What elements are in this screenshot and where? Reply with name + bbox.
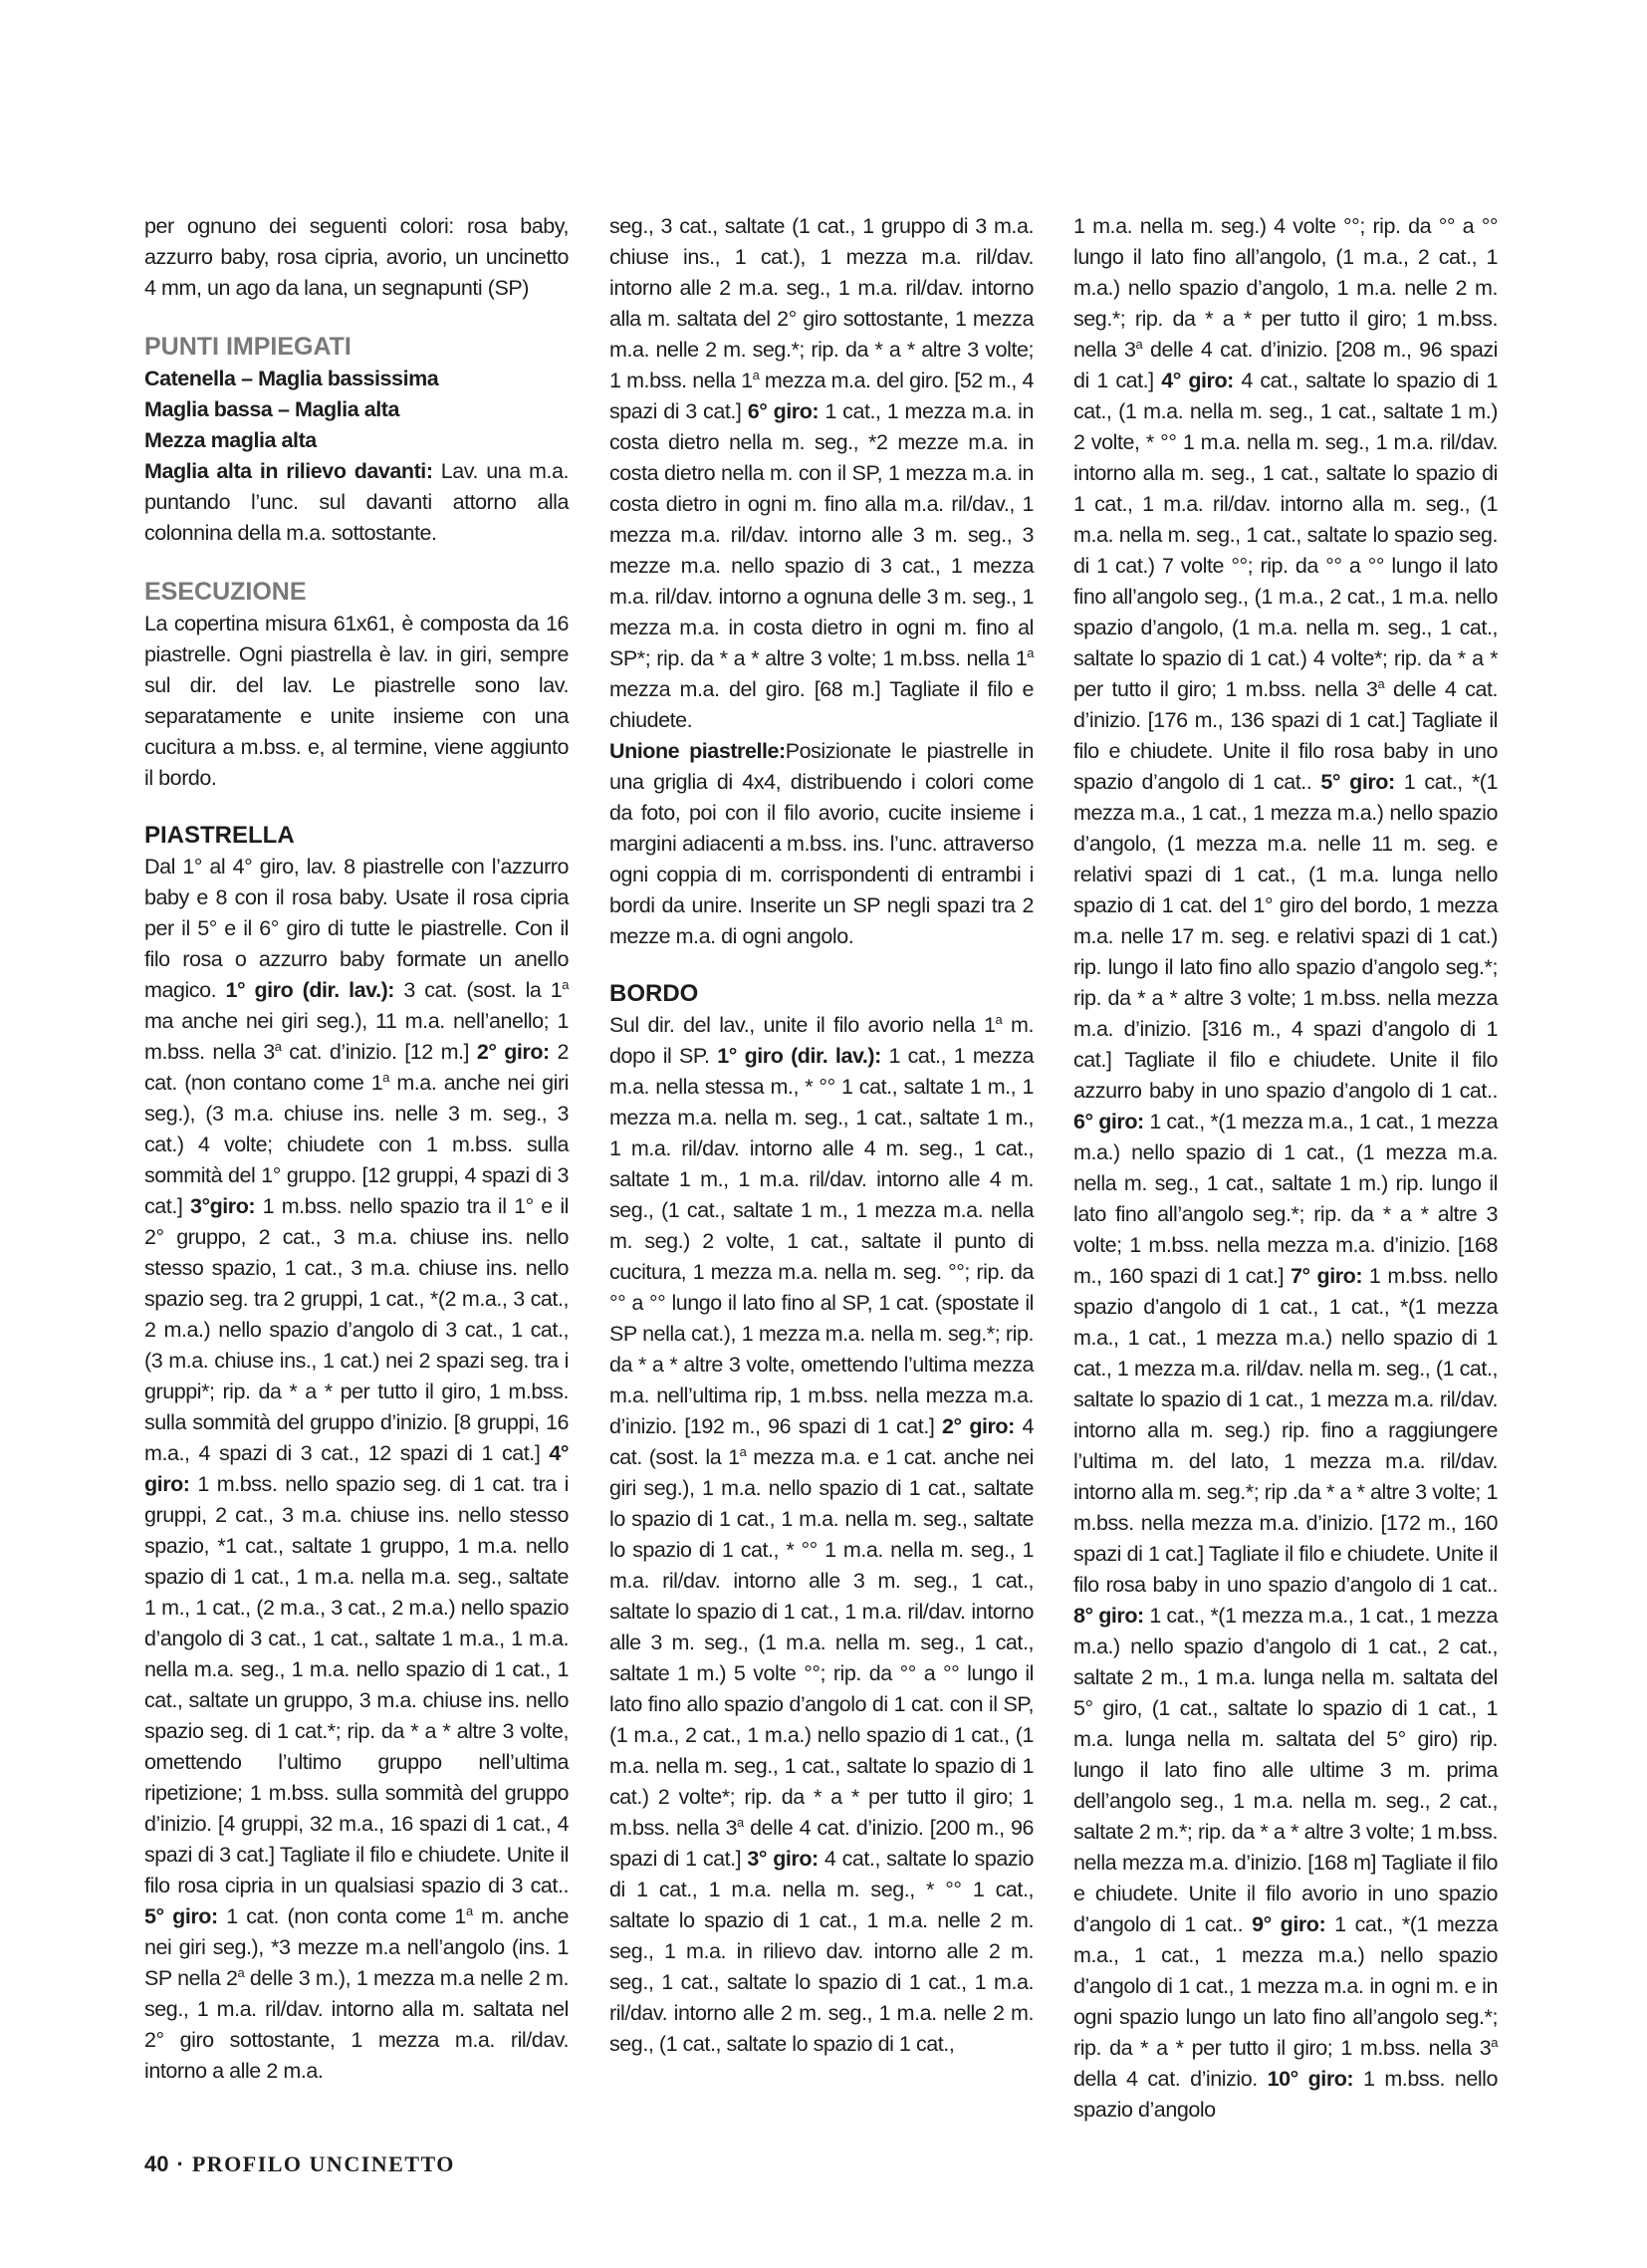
round-label: 3°giro: bbox=[189, 1194, 256, 1218]
round-label: 5° giro: bbox=[144, 1904, 218, 1928]
round-label: 4° giro: bbox=[1161, 369, 1234, 392]
magazine-title: PROFILO UNCINETTO bbox=[191, 2151, 455, 2176]
page-number: 40 bbox=[144, 2151, 169, 2176]
section-heading-punti: PUNTI IMPIEGATI bbox=[144, 333, 352, 361]
text-column-2 bbox=[609, 211, 1034, 2060]
section-heading-piastrella: PIASTRELLA bbox=[144, 822, 295, 849]
stitch-name: Maglia alta in rilievo davanti: bbox=[144, 459, 433, 483]
round-label: 7° giro: bbox=[1290, 1264, 1363, 1288]
footer-separator: · bbox=[176, 2151, 184, 2176]
round-label: 10° giro: bbox=[1267, 2067, 1354, 2091]
stitch-name: Catenella – Maglia bassissima bbox=[144, 367, 439, 390]
round-label: 2° giro: bbox=[942, 1414, 1015, 1438]
round-label: 1° giro (dir. lav.): bbox=[225, 978, 395, 1002]
materials-text: per ognuno dei seguenti colori: rosa baby, azzurro baby, rosa cipria, avorio, un uncinetto 4 mm, un ago da lana, un segnapunti (SP) bbox=[144, 214, 569, 300]
round-label: 2° giro: bbox=[476, 1040, 550, 1064]
text-column-3 bbox=[1073, 211, 1498, 2126]
round-label: 6° giro: bbox=[747, 399, 820, 423]
unione-text: Unione piastrelle:Posizionate le piastrelle in una griglia di 4x4, distribuendo i colori come da foto, poi con il filo avorio, cucite insieme i margini adiacenti a m.bss. ins. l’unc. attraverso ogni coppia di m. corrispondenti di entrambi i bordi da unire. Inserite un SP negli spazi tra 2 mezze m.a. di ogni angolo. bbox=[609, 739, 1034, 948]
esecuzione-text: La copertina misura 61x61, è composta da 16 piastrelle. Ogni piastrella è lav. in giri, sempre sul dir. del lav. Le piastrelle sono lav. separatamente e unite insieme con una cucitura a m.bss. e, al termine, viene aggiunto il bordo. bbox=[144, 612, 569, 790]
round-label: 5° giro: bbox=[1320, 770, 1395, 794]
bordo-instructions-cont: 1 m.a. nella m. seg.) 4 volte °°; rip. da °° a °° lungo il lato fino all’angolo, (1 m.a., 2 cat., 1 m.a.) nello spazio d’angolo, 1 m.a. nelle 2 m. seg.*; rip. da * a * per tutto il giro; 1 m.bss. nella 3$^a$ delle 4 cat. d’inizio. [208 m., 96 spazi di 1 cat.] 4° giro: 4 cat., saltate lo spazio di 1 cat., (1 m.a. nella m. seg., 1 cat., saltate 1 m.) 2 volte, * °° 1 m.a. nella m. seg., 1 m.a. ril/dav. intorno alla m. seg., 1 cat., saltate lo spazio di 1 cat., 1 m.a. ril/dav. intorno alla m. seg., (1 m.a. nella m. seg., 1 cat., saltate lo spazio seg. di 1 cat.) 7 volte °°; rip. da °° a °° lungo il lato fino all’angolo seg., (1 m.a., 2 cat., 1 m.a. nello spazio d’angolo, (1 m.a. nella m. seg., 1 cat., saltate lo spazio di 1 cat.) 4 volte*; rip. da * a * per tutto il giro; 1 m.bss. nella 3$^a$ delle 4 cat. d’inizio. [176 m., 136 spazi di 1 cat.] Tagliate il filo e chiudete. Unite il filo rosa baby in uno spazio d’angolo di 1 cat.. 5° giro: 1 cat., *(1 mezza m.a., 1 cat., 1 mezza m.a.) nello spazio d’angolo, (1 mezza m.a. nelle 11 m. seg. e relativi spazi di 1 cat., (1 m.a. lunga nello spazio di 1 cat. del 1° giro del bordo, 1 mezza m.a. nelle 17 m. seg. e relativi spazi di 1 cat.) rip. lungo il lato fino allo spazio d’angolo seg.*; rip. da * a * altre 3 volte; 1 m.bss. nella mezza m.a. d’inizio. [316 m., 4 spazi d’angolo di 1 cat.] Tagliate il filo e chiudete. Unite il filo azzurro baby in uno spazio d’angolo di 1 cat.. 6° giro: 1 cat., *(1 mezza m.a., 1 cat., 1 mezza m.a.) nello spazio di 1 cat., (1 mezza m.a. nella m. seg., 1 cat., saltate 1 m.) rip. lungo il lato fino all’angolo seg.*; rip. da * a * altre 3 volte; 1 m.bss. nella mezza m.a. d’inizio. [168 m., 160 spazi di 1 cat.] 7° giro: 1 m.bss. nello spazio d’angolo di 1 cat., 1 cat., *(1 mezza m.a., 1 cat., 1 mezza m.a.) nello spazio di 1 cat., 1 mezza m.a. ril/dav. nella m. seg., (1 cat., saltate lo spazio di 1 cat., 1 mezza m.a. ril/dav. intorno alla m. seg.) rip. fino a raggiungere l’ultima m. del lato, 1 mezza m.a. ril/dav. intorno alla m. seg.*; rip .da * a * altre 3 volte; 1 m.bss. nella mezza m.a. d’inizio. [172 m., 160 spazi di 1 cat.] Tagliate il filo e chiudete. Unite il filo rosa baby in uno spazio d’angolo di 1 cat.. 8° giro: 1 cat., *(1 mezza m.a., 1 cat., 1 mezza m.a.) nello spazio d’angolo di 1 cat., 2 cat., saltate 2 m., 1 m.a. lunga nella m. saltata del 5° giro, (1 cat., saltate lo spazio di 1 cat., 1 m.a. lunga nella m. saltata del 5° giro) rip. lungo il lato fino alle ultime 3 m. prima dell’angolo seg., 1 m.a. nella m. seg., 2 cat., saltate 2 m.*; rip. da * a * altre 3 volte; 1 m.bss. nella mezza m.a. d’inizio. [168 m] Tagliate il filo e chiudete. Unite il filo avorio in uno spazio d’angolo di 1 cat.. 9° giro: 1 cat., *(1 mezza m.a., 1 cat., 1 mezza m.a.) nello spazio d’angolo di 1 cat., 1 mezza m.a. in ogni m. e in ogni spazio lungo un lato fino all’angolo seg.*; rip. da * a * per tutto il giro; 1 m.bss. nella 3$^a$ della 4 cat. d’inizio. 10° giro: 1 m.bss. nello spazio d’angolo bbox=[1073, 214, 1499, 2122]
round-label: 8° giro: bbox=[1073, 1604, 1144, 1628]
text-column-1 bbox=[144, 211, 569, 2087]
bordo-instructions: Sul dir. del lav., unite il filo avorio nella 1$^a$ m. dopo il SP. 1° giro (dir. lav.): 1 cat., 1 mezza m.a. nella stessa m., * °° 1 cat., saltate 1 m., 1 mezza m.a. nella m. seg., 1 cat., saltate 1 m., 1 m.a. ril/dav. intorno alle 4 m. seg., 1 cat., saltate 1 m., 1 m.a. ril/dav. intorno alle 4 m. seg., (1 cat., saltate 1 m., 1 mezza m.a. nella m. seg.) 2 volte, 1 cat., saltate il punto di cucitura, 1 mezza m.a. nella m. seg. °°; rip. da °° a °° lungo il lato fino al SP, 1 cat. (spostate il SP nella cat.), 1 mezza m.a. nella m. seg.*; rip. da * a * altre 3 volte, omettendo l’ultima mezza m.a. nell’ultima rip, 1 m.bss. nella mezza m.a. d’inizio. [192 m., 96 spazi di 1 cat.] 2° giro: 4 cat. (sost. la 1$^a$ mezza m.a. e 1 cat. anche nei giri seg.), 1 m.a. nello spazio di 1 cat., saltate lo spazio di 1 cat., 1 m.a. nella m. seg., saltate lo spazio di 1 cat., * °° 1 m.a. nella m. seg., 1 m.a. ril/dav. intorno alle 3 m. seg., 1 cat., saltate lo spazio di 1 cat., 1 m.a. ril/dav. intorno alle 3 m. seg., (1 m.a. nella m. seg., 1 cat., saltate 1 m.) 5 volte °°; rip. da °° a °° lungo il lato fino allo spazio d’angolo di 1 cat. con il SP, (1 m.a., 2 cat., 1 m.a.) nello spazio di 1 cat., (1 m.a. nella m. seg., 1 cat., saltate lo spazio di 1 cat.) 2 volte*; rip. da * a * per tutto il giro; 1 m.bss. nella 3$^a$ delle 4 cat. d’inizio. [200 m., 96 spazi di 1 cat.] 3° giro: 4 cat., saltate lo spazio di 1 cat., 1 m.a. nella m. seg., * °° 1 cat., saltate lo spazio di 1 cat., 1 m.a. nelle 2 m. seg., 1 m.a. in rilievo dav. intorno alle 2 m. seg., 1 cat., saltate lo spazio di 1 cat., 1 m.a. ril/dav. intorno alle 2 m. seg., 1 m.a. nelle 2 m. seg., (1 cat., saltate lo spazio di 1 cat., bbox=[609, 1011, 1035, 2056]
piastrella-instructions: Dal 1° al 4° giro, lav. 8 piastrelle con l’azzurro baby e 8 con il rosa baby. Usate il rosa cipria per il 5° e il 6° giro di tutte le piastrelle. Con il filo rosa o azzurro baby formate un anello magico. 1° giro (dir. lav.): 3 cat. (sost. la 1$^a$ ma anche nei giri seg.), 11 m.a. nell’anello; 1 m.bss. nella 3$^a$ cat. d’inizio. [12 m.] 2° giro: 2 cat. (non contano come 1$^a$ m.a. anche nei giri seg.), (3 m.a. chiuse ins. nelle 3 m. seg., 3 cat.) 4 volte; chiudete con 1 m.bss. sulla sommità del 1° gruppo. [12 gruppi, 4 spazi di 3 cat.] 3°giro: 1 m.bss. nello spazio tra il 1° e il 2° gruppo, 2 cat., 3 m.a. chiuse ins. nello stesso spazio, 1 cat., 3 m.a. chiuse ins. nello spazio seg. tra 2 gruppi, 1 cat., *(2 m.a., 3 cat., 2 m.a.) nello spazio d’angolo di 3 cat., 1 cat., (3 m.a. chiuse ins., 1 cat.) nei 2 spazi seg. tra i gruppi*; rip. da * a * per tutto il giro, 1 m.bss. sulla sommità del gruppo d’inizio. [8 gruppi, 16 m.a., 4 spazi di 3 cat., 12 spazi di 1 cat.] 4° giro: 1 m.bss. nello spazio seg. di 1 cat. tra i gruppi, 2 cat., 3 m.a. chiuse ins. nello stesso spazio, *1 cat., saltate 1 gruppo, 1 m.a. nello spazio di 1 cat., 1 m.a. nella m.a. seg., saltate 1 m., 1 cat., (2 m.a., 3 cat., 2 m.a.) nello spazio d’angolo di 3 cat., 1 cat., saltate 1 m.a., 1 m.a. nella m.a. seg., 1 m.a. nello spazio di 1 cat., 1 cat., saltate un gruppo, 3 m.a. chiuse ins. nello spazio seg. di 1 cat.*; rip. da * a * altre 3 volte, omettendo l’ultimo gruppo nell’ultima ripetizione; 1 m.bss. sulla sommità del gruppo d’inizio. [4 gruppi, 32 m.a., 16 spazi di 1 cat., 4 spazi di 3 cat.] Tagliate il filo e chiudete. Unite il filo rosa cipria in un qualsiasi spazio di 3 cat.. 5° giro: 1 cat. (non conta come 1$^a$ m. anche nei giri seg.), *3 mezze m.a nell’angolo (ins. 1 SP nella 2$^a$ delle 3 m.), 1 mezza m.a nelle 2 m. seg., 1 m.a. ril/dav. intorno alla m. saltata nel 2° giro sottostante, 1 mezza m.a. ril/dav. intorno a alle 2 m.a. bbox=[144, 855, 570, 2083]
stitch-name: Maglia bassa – Maglia alta bbox=[144, 397, 399, 421]
round-label: 1° giro (dir. lav.): bbox=[717, 1044, 881, 1068]
section-heading-bordo: BORDO bbox=[609, 980, 699, 1007]
stitch-name: Mezza maglia alta bbox=[144, 428, 317, 452]
section-heading-esecuzione: ESECUZIONE bbox=[144, 578, 307, 606]
page-footer bbox=[144, 2150, 455, 2178]
stitch-definition: Maglia alta in rilievo davanti: Lav. una m.a. puntando l’unc. sul davanti attorno alla colonnina della m.a. sottostante. bbox=[144, 459, 569, 545]
round-label: 6° giro: bbox=[1073, 1110, 1144, 1134]
unione-label: Unione piastrelle: bbox=[609, 739, 786, 763]
round-label: 4° giro: bbox=[144, 1441, 569, 1496]
round-label: 9° giro: bbox=[1252, 1912, 1326, 1936]
piastrella-instructions-cont: seg., 3 cat., saltate (1 cat., 1 gruppo di 3 m.a. chiuse ins., 1 cat.), 1 mezza m.a. ril/dav. intorno alle 2 m.a. seg., 1 m.a. ril/dav. intorno alla m. saltata del 2° giro sottostante, 1 mezza m.a. nelle 2 m. seg.*; rip. da * a * altre 3 volte; 1 m.bss. nella 1$^a$ mezza m.a. del giro. [52 m., 4 spazi di 3 cat.] 6° giro: 1 cat., 1 mezza m.a. in costa dietro nella m. seg., *2 mezze m.a. in costa dietro nella m. con il SP, 1 mezza m.a. in costa dietro in ogni m. fino alla m.a. ril/dav., 1 mezza m.a. ril/dav. intorno alle 3 m. seg., 3 mezze m.a. nello spazio di 3 cat., 1 mezza m.a. ril/dav. intorno a ognuna delle 3 m. seg., 1 mezza m.a. in costa dietro in ogni m. fino al SP*; rip. da * a * altre 3 volte; 1 m.bss. nella 1$^a$ mezza m.a. del giro. [68 m.] Tagliate il filo e chiudete. bbox=[609, 214, 1034, 732]
round-label: 3° giro: bbox=[747, 1847, 819, 1871]
